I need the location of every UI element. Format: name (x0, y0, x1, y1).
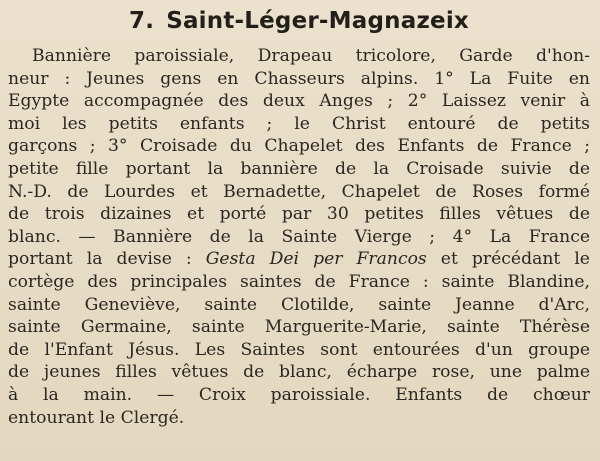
text-line: blanc. — Bannière de la Sainte Vierge ; 4° La France (8, 226, 590, 247)
section-number: 7. (129, 8, 155, 34)
text-line: entourant le Clergé. (8, 407, 185, 428)
body-paragraph (8, 45, 590, 429)
text-line: sainte Germaine, sainte Marguerite-Marie, sainte Thérèse (8, 317, 590, 338)
text-line: moi les petits enfants ; le Christ entouré de petits (8, 113, 590, 134)
text-line: cortège des principales saintes de France : sainte Blandine, (8, 271, 590, 292)
motto-lead: portant la devise : (8, 249, 206, 270)
text-line: sainte Geneviève, sainte Clotilde, sainte Jeanne d'Arc, (8, 294, 590, 315)
section-title-text: Saint-Léger-Magnazeix (166, 8, 469, 34)
motto-italic: Gesta Dei per Francos (205, 249, 427, 270)
text-line: Egypte accompagnée des deux Anges ; 2° Laissez venir à (8, 91, 590, 112)
text-line: neur : Jeunes gens en Chasseurs alpins. 1° La Fuite en (8, 68, 590, 89)
text-line: N.-D. de Lourdes et Bernadette, Chapelet de Roses formé (8, 181, 590, 202)
text-line: de l'Enfant Jésus. Les Saintes sont entourées d'un groupe (8, 339, 590, 360)
text-line: petite fille portant la bannière de la Croisade suivie de (8, 158, 590, 179)
text-line: garçons ; 3° Croisade du Chapelet des Enfants de France ; (8, 136, 590, 157)
text-line: de jeunes filles vêtues de blanc, écharpe rose, une palme (8, 362, 590, 383)
text-line-with-motto (8, 248, 590, 271)
motto-tail: et précédant le (426, 249, 590, 270)
text-line: Bannière paroissiale, Drapeau tricolore, Garde d'hon- (32, 46, 590, 66)
text-line: de trois dizaines et porté par 30 petites filles vêtues de (8, 204, 590, 225)
text-line: à la main. — Croix paroissiale. Enfants de chœur (8, 384, 590, 405)
section-title (8, 6, 590, 36)
